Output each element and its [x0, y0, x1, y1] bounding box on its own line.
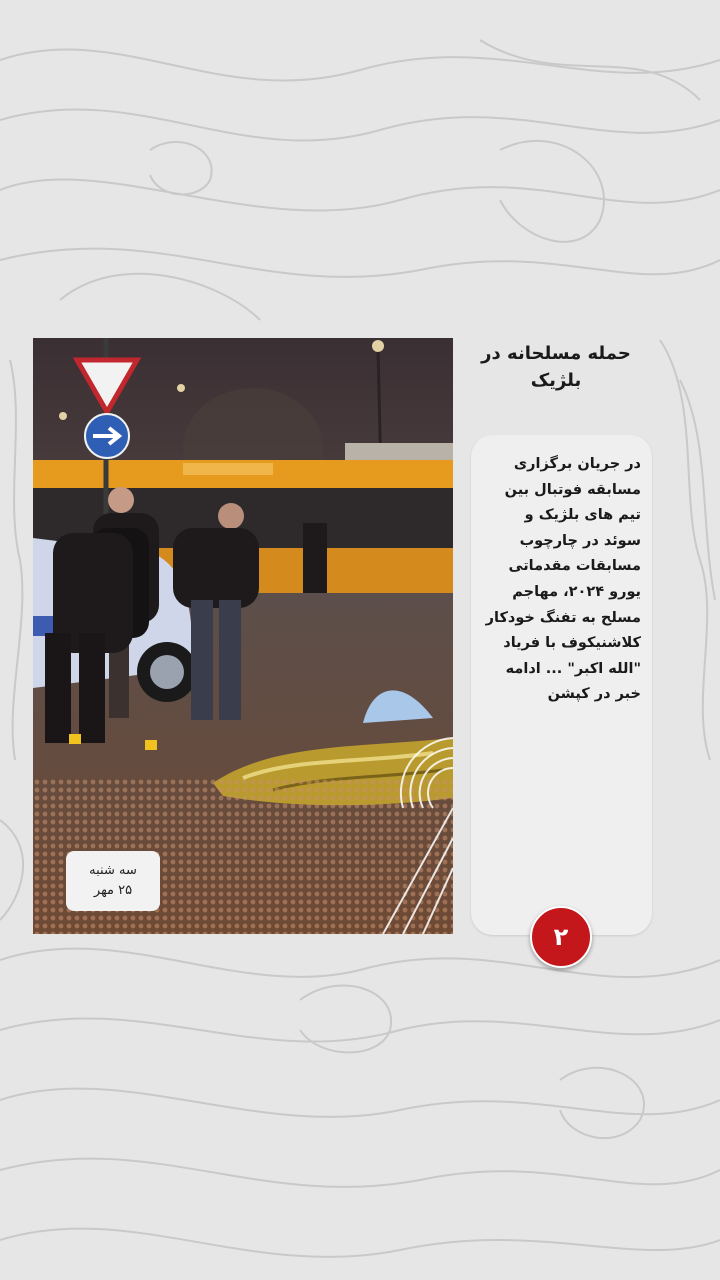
page-number: ۲	[553, 923, 569, 951]
post-body: در جریان برگزاری مسابقه فوتبال بین تیم های بلژیک و سوئد در چارچوب مسابقات مقدماتی یورو ۲۰۲۴، مهاجم مسلح به تفنگ خودکار کلاشنیکوف با فریاد "الله اکبر" ... ادامه خبر در کپشن	[485, 456, 641, 703]
news-photo	[33, 338, 453, 934]
date-day-month: ۲۵ مهر	[93, 883, 133, 898]
news-photo-illustration	[33, 338, 453, 934]
date-badge	[66, 851, 160, 911]
post-title: حمله مسلحانه در بلژیک	[481, 343, 631, 391]
page-number-badge	[530, 906, 592, 968]
date-weekday: سه شنبه	[89, 863, 137, 878]
